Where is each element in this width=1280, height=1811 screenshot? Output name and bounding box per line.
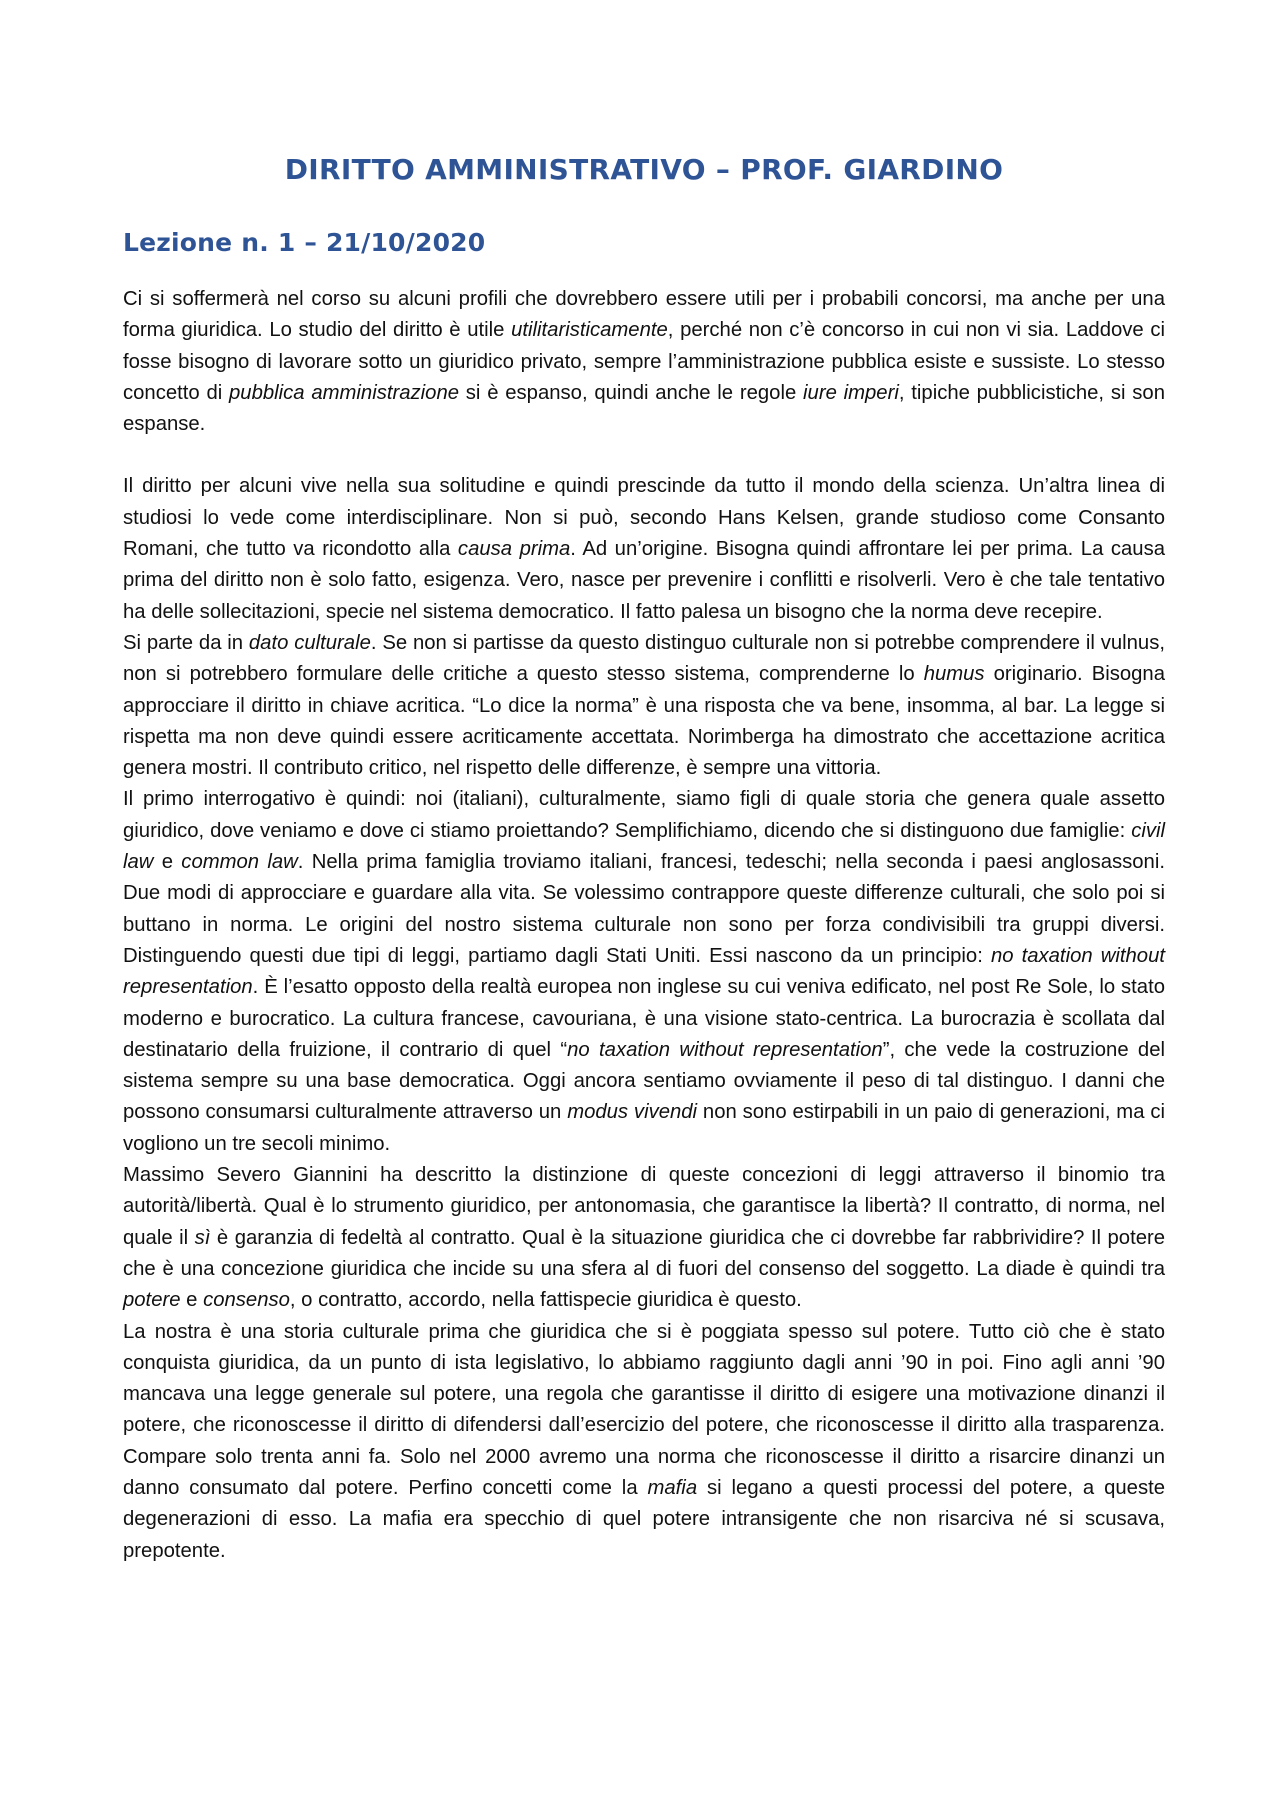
- paragraph-text: ”, che vede la costruzione del sistema sempre su una base democratica. Oggi ancora sentiamo ovviamente il peso di tal distinguo. I danni che possono consumarsi culturalmente attraverso un: [123, 1038, 1165, 1124]
- italic-text: utilitaristicamente: [511, 319, 668, 342]
- document-page: [123, 150, 1165, 1567]
- italic-text: pubblica amministrazione: [229, 381, 459, 404]
- body-paragraph: [123, 471, 1165, 627]
- italic-text: causa prima: [457, 538, 571, 561]
- paragraph-text: si è espanso, quindi anche le regole: [459, 381, 804, 404]
- italic-text: common law: [181, 851, 298, 874]
- body-paragraph: [123, 1160, 1165, 1316]
- italic-text: potere: [123, 1289, 181, 1312]
- italic-text: humus: [923, 663, 985, 686]
- paragraph-text: originario. Bisogna approcciare il diritto in chiave acritica. “Lo dice la norma” è una risposta che va bene, insomma, al bar. La legge si rispetta ma non deve quindi essere acriticamente accettata. Norimberga ha dimostrato che accettazione acritica genera mostri. Il contributo critico, nel rispetto delle differenze, è sempre una vittoria.: [123, 663, 1165, 780]
- paragraph-text: Si parte da in: [123, 631, 249, 654]
- body-paragraph: [123, 784, 1165, 1160]
- italic-text: dato culturale: [248, 631, 371, 654]
- paragraph-text: e: [180, 1289, 204, 1312]
- paragraph-text: Il primo interrogativo è quindi: noi (italiani), culturalmente, siamo figli di quale storia che genera quale assetto giuridico, dove veniamo e dove ci stiamo proiettando? Semplifichiamo, dicendo che si distinguono due famiglie:: [123, 788, 1165, 842]
- italic-text: modus vivendi: [567, 1101, 698, 1124]
- paragraph-text: è garanzia di fedeltà al contratto. Qual è la situazione giuridica che ci dovrebbe far rabbrividire? Il potere che è una concezione giuridica che incide su una sfera al di fuori del consenso del soggetto. La diade è quindi tra: [123, 1226, 1166, 1280]
- italic-text: no taxation without representation: [567, 1038, 883, 1061]
- paragraph-gap: [123, 440, 1165, 471]
- italic-text: iure imperi: [803, 381, 899, 404]
- paragraph-text: , tipiche pubblicistiche, si son espanse.: [123, 381, 1165, 436]
- document-title: DIRITTO AMMINISTRATIVO – PROF. GIARDINO: [284, 153, 1004, 186]
- paragraph-text: . È l’esatto opposto della realtà europea non inglese su cui veniva edificato, nel post Re Sole, lo stato moderno e burocratico. La cultura francese, cavouriana, è una visione stato-centrica. La burocrazia è scollata dal destinatario della fruizione, il contrario di quel “: [123, 976, 1165, 1061]
- body-paragraph: [123, 628, 1165, 784]
- paragraph-text: Il diritto per alcuni vive nella sua solitudine e quindi prescinde da tutto il mondo della scienza. Un’altra linea di studiosi lo vede come interdisciplinare. Non si può, secondo Hans Kelsen, grande studioso come Consanto Romani, che tutto va ricondotto alla: [123, 475, 1165, 561]
- italic-text: mafia: [647, 1476, 698, 1499]
- italic-text: civil law: [123, 819, 1165, 874]
- paragraph-text: si legano a questi processi del potere, a queste degenerazioni di esso. La mafia era specchio di quel potere intransigente che non risarciva né si scusava, prepotente.: [123, 1476, 1165, 1562]
- paragraph-text: Massimo Severo Giannini ha descritto la distinzione di queste concezioni di leggi attraverso il binomio tra autorità/libertà. Qual è lo strumento giuridico, per antonomasia, che garantisce la libertà? Il contratto, di norma, nel quale il: [123, 1164, 1165, 1249]
- paragraph-text: , o contratto, accordo, nella fattispecie giuridica è questo.: [289, 1289, 802, 1312]
- paragraph-text: . Se non si partisse da questo distinguo culturale non si potrebbe comprendere il vulnus, non si potrebbero formulare delle critiche a questo stesso sistema, comprenderne lo: [123, 631, 1165, 686]
- paragraph-text: . Nella prima famiglia troviamo italiani, francesi, tedeschi; nella seconda i paesi anglosassoni. Due modi di approcciare e guardare alla vita. Se volessimo contrappore queste differenze culturali, che solo poi si buttano in norma. Le origini del nostro sistema culturale non sono per forza condivisibili tra gruppi diversi. Distinguendo questi due tipi di leggi, partiamo dagli Stati Uniti. Essi nascono da un principio:: [123, 851, 1165, 967]
- paragraph-text: e: [153, 851, 182, 874]
- italic-text: sì: [194, 1226, 211, 1249]
- paragraph-text: non sono estirpabili in un paio di generazioni, ma ci vogliono un tre secoli minimo.: [123, 1101, 1165, 1155]
- paragraph-text: . Ad un’origine. Bisogna quindi affrontare lei per prima. La causa prima del diritto non è solo fatto, esigenza. Vero, nasce per prevenire i conflitti e risolverli. Vero è che tale tentativo ha delle sollecitazioni, specie nel sistema democratico. Il fatto palesa un bisogno che la norma deve recepire.: [123, 538, 1165, 623]
- lesson-subtitle: Lezione n. 1 – 21/10/2020: [123, 228, 486, 257]
- paragraph-text: , perché non c’è concorso in cui non vi sia. Laddove ci fosse bisogno di lavorare sotto un giuridico privato, sempre l’amministrazione pubblica esiste e sussiste. Lo stesso concetto di: [123, 319, 1165, 404]
- italic-text: no taxation without representation: [123, 944, 1165, 999]
- paragraph-text: Ci si soffermerà nel corso su alcuni profili che dovrebbero essere utili per i probabili concorsi, ma anche per una forma giuridica. Lo studio del diritto è utile: [123, 288, 1165, 342]
- italic-text: consenso: [203, 1289, 290, 1312]
- body-paragraph: [123, 1317, 1165, 1567]
- paragraph-text: La nostra è una storia culturale prima che giuridica che si è poggiata spesso sul potere. Tutto ciò che è stato conquista giuridica, da un punto di ista legislativo, lo abbiamo raggiunto dagli anni ’90 in poi. Fino agli anni ’90 mancava una legge generale sul potere, una regola che garantisse il diritto di esigere una motivazione dinanzi il potere, che riconoscesse il diritto di difendersi dall’esercizio del potere, che riconoscesse il diritto alla trasparenza. Compare solo trenta anni fa. Solo nel 2000 avremo una norma che riconoscesse il diritto a risarcire dinanzi un danno consumato dal potere. Perfino concetti come la: [123, 1320, 1165, 1499]
- document-body: [123, 284, 1165, 1567]
- body-paragraph: [123, 284, 1165, 440]
